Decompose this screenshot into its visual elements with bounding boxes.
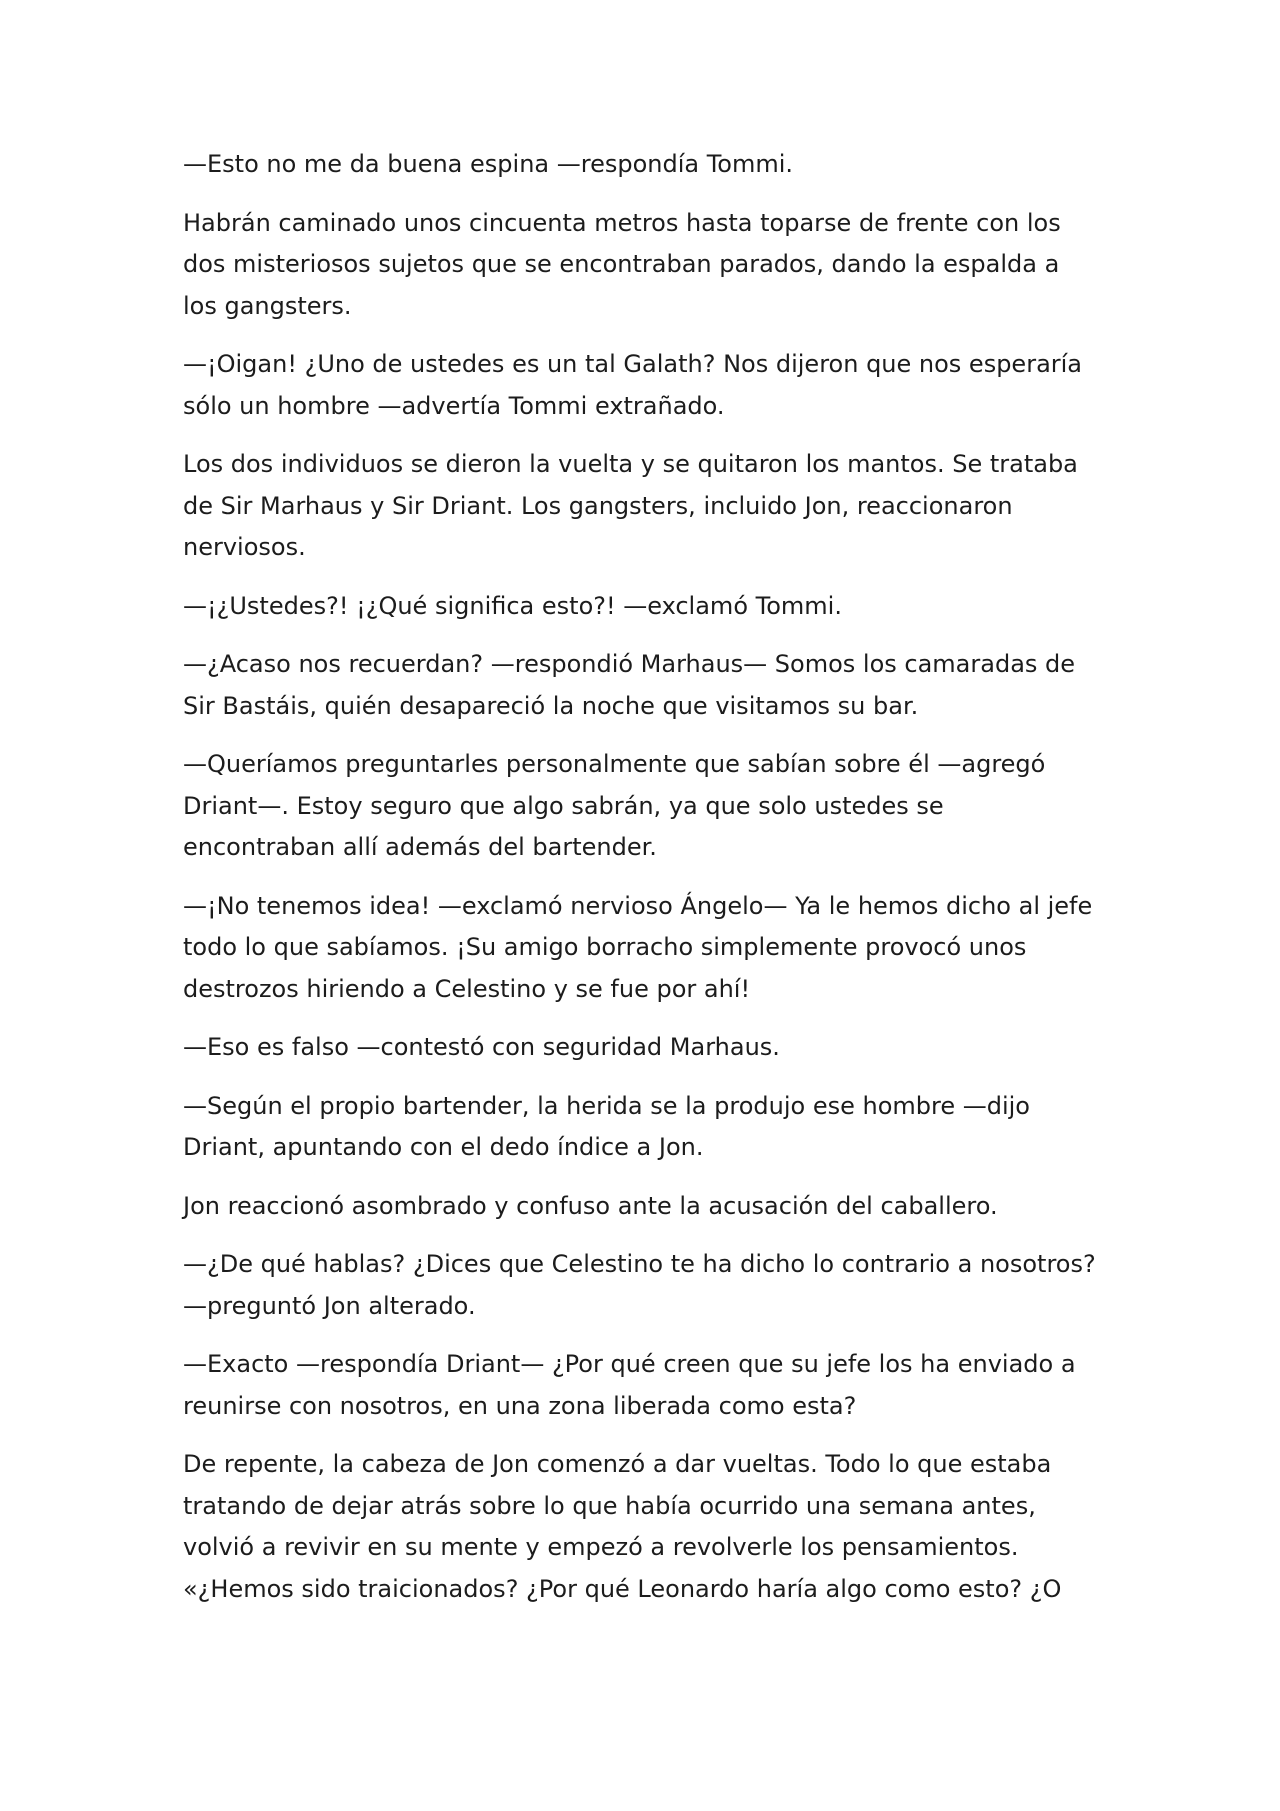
paragraph: —¿Acaso nos recuerdan? —respondió Marhaus— Somos los camaradas de Sir Bastáis, quién desapareció la noche que visitamos su bar. xyxy=(183,650,1076,720)
paragraph: Habrán caminado unos cincuenta metros hasta toparse de frente con los dos misteriosos sujetos que se encontraban parados, dando la espalda a los gangsters. xyxy=(183,208,1061,320)
paragraph: —Exacto —respondía Driant— ¿Por qué creen que su jefe los ha enviado a reunirse con nosotros, en una zona liberada como esta? xyxy=(183,1350,1076,1420)
paragraph: —Eso es falso —contestó con seguridad Marhaus. xyxy=(183,1033,780,1061)
paragraph: —Esto no me da buena espina —respondía Tommi. xyxy=(183,150,794,178)
paragraph: Jon reaccionó asombrado y confuso ante la acusación del caballero. xyxy=(183,1191,998,1220)
paragraph: —Según el propio bartender, la herida se la produjo ese hombre —dijo Driant, apuntando con el dedo índice a Jon. xyxy=(183,1091,1030,1161)
paragraph: —¿De qué hablas? ¿Dices que Celestino te ha dicho lo contrario a nosotros? —preguntó Jon alterado. xyxy=(183,1250,1096,1320)
paragraph: —¡No tenemos idea! —exclamó nervioso Ángelo— Ya le hemos dicho al jefe todo lo que sabíamos. ¡Su amigo borracho simplemente provocó unos destrozos hiriendo a Celestino y se fue por ahí! xyxy=(183,891,1093,1003)
document-body xyxy=(183,144,1098,1627)
paragraph: De repente, la cabeza de Jon comenzó a dar vueltas. Todo lo que estaba tratando de dejar atrás sobre lo que había ocurrido una semana antes, volvió a revivir en su mente y empezó a revolverle los pensamientos. «¿Hemos sido traicionados? ¿Por qué Leonardo haría algo como esto? ¿O xyxy=(183,1450,1062,1603)
paragraph: —¡Oigan! ¿Uno de ustedes es un tal Galath? Nos dijeron que nos esperaría sólo un hombre —advertía Tommi extrañado. xyxy=(183,350,1083,420)
paragraph: —Queríamos preguntarles personalmente que sabían sobre él —agregó Driant—. Estoy seguro que algo sabrán, ya que solo ustedes se encontraban allí además del bartender. xyxy=(183,750,1046,861)
paragraph: —¡¿Ustedes?! ¡¿Qué significa esto?! —exclamó Tommi. xyxy=(183,591,842,620)
paragraph: Los dos individuos se dieron la vuelta y se quitaron los mantos. Se trataba de Sir Marhaus y Sir Driant. Los gangsters, incluido Jon, reaccionaron nerviosos. xyxy=(183,450,1078,561)
